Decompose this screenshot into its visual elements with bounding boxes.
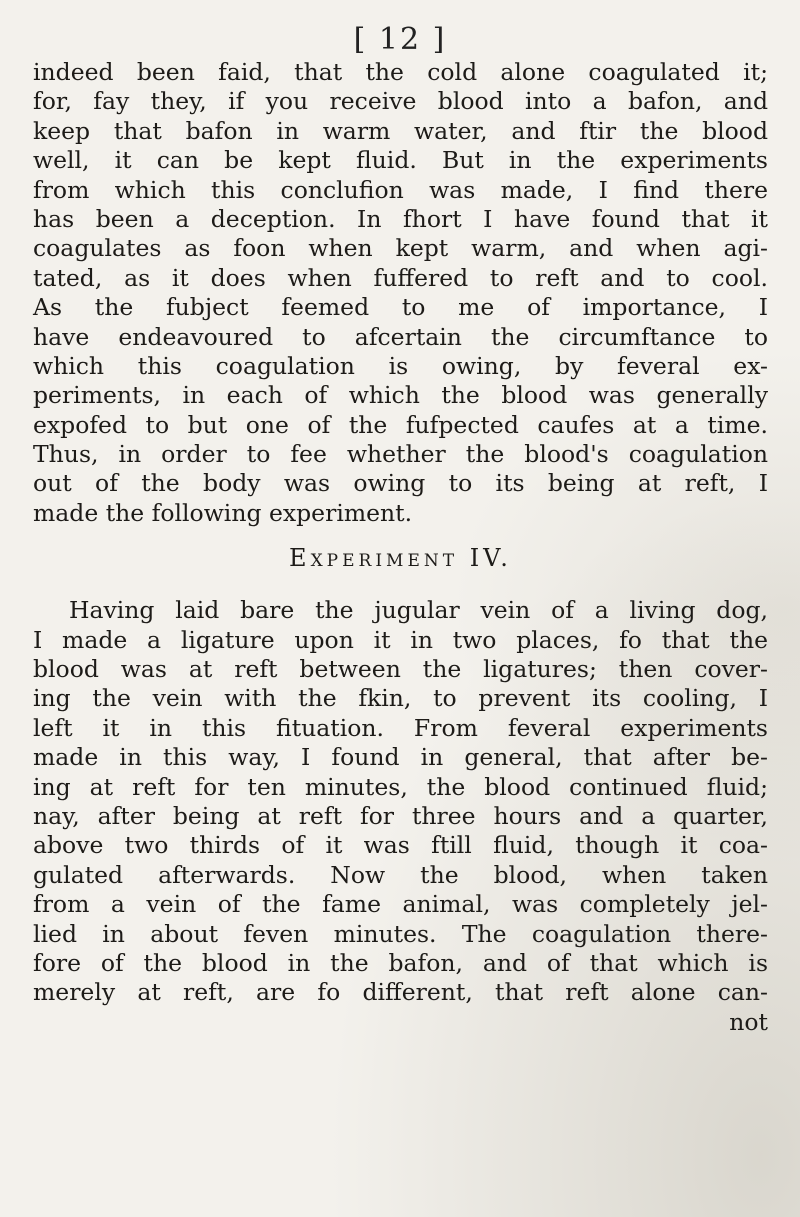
- text-line: periments, in each of which the blood was generally: [33, 381, 768, 410]
- text-line: which this coagulation is owing, by feveral ex-: [33, 351, 768, 380]
- text-line: left it in this fituation. From feveral experiments: [33, 713, 768, 742]
- text-line: above two thirds of it was ftill fluid, though it coa-: [33, 831, 768, 860]
- paragraph: [33, 58, 768, 528]
- paragraph: [33, 596, 768, 1037]
- text-line: Thus, in order to fee whether the blood's coagulation: [33, 440, 768, 469]
- text-line: from which this conclufion was made, I find there: [33, 175, 768, 204]
- text-line: made in this way, I found in general, that after be-: [33, 743, 768, 772]
- text-line: nay, after being at reft for three hours and a quarter,: [33, 801, 768, 830]
- text-line: expofed to but one of the fufpected caufes at a time.: [33, 410, 768, 439]
- text-line: ing at reft for ten minutes, the blood continued fluid;: [33, 772, 768, 801]
- text-line: has been a deception. In fhort I have found that it: [33, 204, 768, 233]
- body-text: [33, 58, 768, 1037]
- text-line: indeed been faid, that the cold alone coagulated it;: [33, 58, 768, 86]
- text-line: out of the body was owing to its being at reft, I: [33, 469, 768, 498]
- text-line: have endeavoured to afcertain the circumftance to: [33, 322, 768, 351]
- text-line: ing the vein with the fkin, to prevent its cooling, I: [33, 684, 768, 713]
- text-line: Having laid bare the jugular vein of a living dog,: [69, 596, 768, 625]
- section-heading: Experiment IV.: [289, 544, 512, 573]
- text-line: for, fay they, if you receive blood into a bafon, and: [33, 87, 768, 116]
- text-line: well, it can be kept fluid. But in the experiments: [33, 146, 768, 175]
- text-line: As the fubject feemed to me of importance, I: [33, 293, 768, 322]
- text-line: lied in about feven minutes. The coagulation there-: [33, 919, 768, 948]
- text-line: gulated afterwards. Now the blood, when taken: [33, 860, 768, 889]
- text-line: I made a ligature upon it in two places, fo that the: [33, 625, 768, 654]
- catchword: not: [729, 1007, 768, 1036]
- text-line: keep that bafon in warm water, and ftir the blood: [33, 116, 768, 145]
- text-line: merely at reft, are fo different, that reft alone can-: [33, 978, 768, 1007]
- text-line: blood was at reft between the ligatures; then cover-: [33, 655, 768, 684]
- page-number: [ 12 ]: [353, 22, 447, 57]
- text-line: tated, as it does when fuffered to reft and to cool.: [33, 263, 768, 292]
- text-line: coagulates as foon when kept warm, and when agi-: [33, 234, 768, 263]
- text-line: made the following experiment.: [33, 498, 413, 527]
- text-line: from a vein of the fame animal, was completely jel-: [33, 890, 768, 919]
- text-line: fore of the blood in the bafon, and of that which is: [33, 948, 768, 977]
